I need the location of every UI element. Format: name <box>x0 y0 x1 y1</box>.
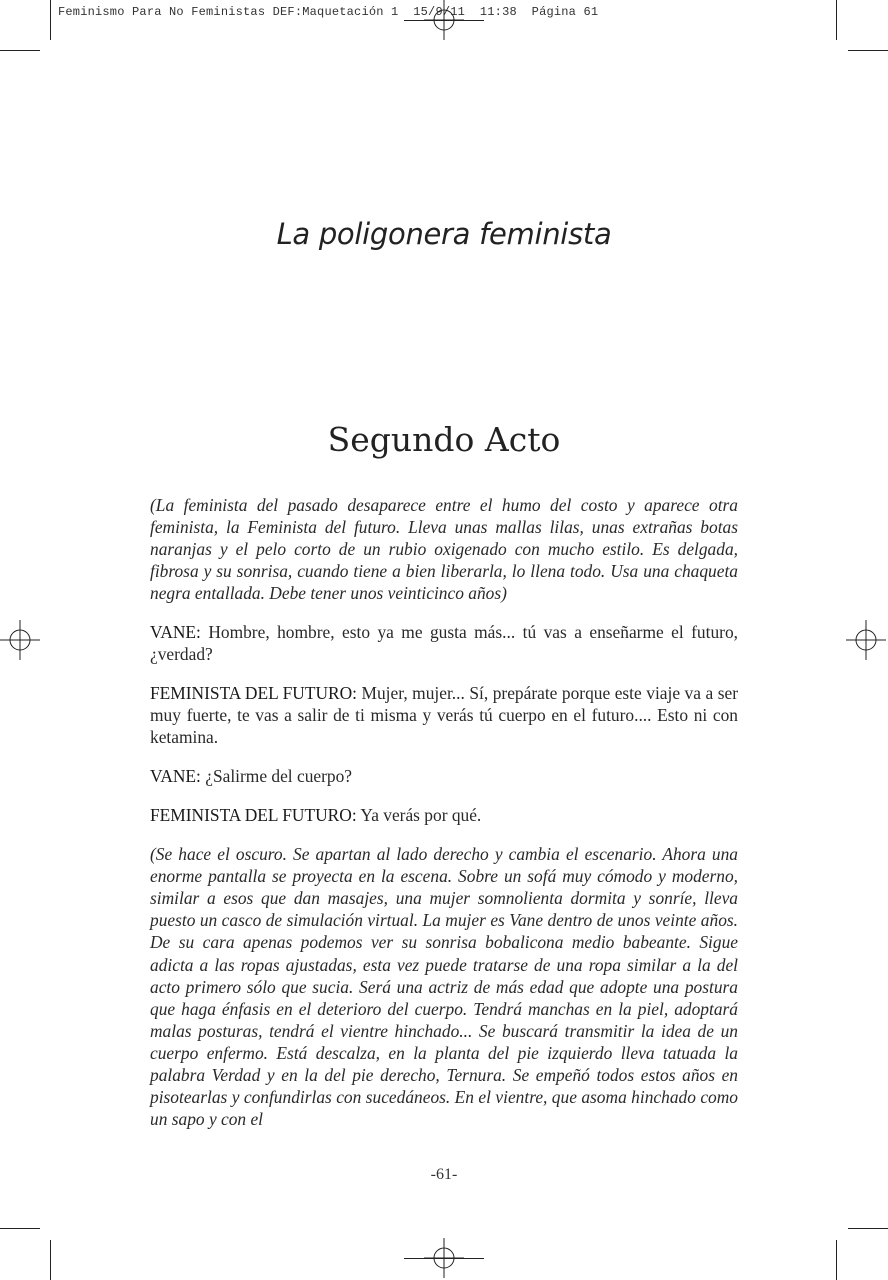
speaker-name: VANE: <box>150 622 201 643</box>
dialogue-line <box>150 804 738 826</box>
act-title: Segundo Acto <box>327 420 561 459</box>
crop-mark-top-right-vertical <box>836 0 837 40</box>
registration-bar-bottom <box>404 1258 484 1259</box>
page-number: -61- <box>430 1166 458 1183</box>
registration-mark-left-icon <box>0 620 40 660</box>
crop-mark-top-right-horizontal <box>848 50 888 51</box>
dialogue-line <box>150 765 738 787</box>
crop-mark-bottom-right-vertical <box>836 1240 837 1280</box>
speaker-name: FEMINISTA DEL FUTURO: <box>150 683 357 704</box>
registration-mark-right-icon <box>846 620 886 660</box>
dialogue-line <box>150 682 738 748</box>
speaker-name: VANE: <box>150 766 201 787</box>
dialogue-text: ¿Salirme del cuerpo? <box>200 766 353 787</box>
dialogue-line <box>150 621 738 665</box>
crop-mark-top-left-horizontal <box>0 50 40 51</box>
speaker-name: FEMINISTA DEL FUTURO: <box>150 805 357 826</box>
crop-mark-top-left-vertical <box>50 0 51 40</box>
stage-direction-scene: (Se hace el oscuro. Se apartan al lado derecho y cambia el escenario. Ahora una enorme pantalla se proyecta en la escena. Sobre un sofá muy cómodo y moderno, similar a esos que dan masajes, una mujer somnolienta dormita y sonríe, lleva puesto un casco de simulación virtual. La mujer es Vane dentro de unos veinte años. De su cara apenas podemos ver su sonrisa bobalicona medio babeante. Sigue adicta a las ropas ajustadas, esta vez puede tratarse de una ropa similar a la del acto primero sólo que sucia. Será una actriz de más edad que adopte una postura que haga énfasis en el deterioro del cuerpo. Tendrá manchas en la piel, adoptará malas posturas, tendrá el vientre hinchado... Se buscará transmitir la idea de un cuerpo enfermo. Está descalza, en la planta del pie izquierdo lleva tatuada la palabra Verdad y en la del pie derecho, Ternura. Se empeñó todos estos años en pisotearlas y confundirlas con sucedáneos. En el vientre, que asoma hinchado como un sapo y con el <box>150 844 738 1130</box>
crop-mark-bottom-right-horizontal <box>848 1228 888 1229</box>
dialogue-text: Mujer, mujer... Sí, prepárate porque este viaje va a ser muy fuerte, te vas a salir de ti misma y verás tú cuerpo en el futuro.... Esto ni con ketamina. <box>150 683 738 748</box>
printer-slug-line: Feminismo Para No Feministas DEF:Maquetación 1 15/9/11 11:38 Página 61 <box>58 5 599 19</box>
crop-mark-bottom-left-vertical <box>50 1240 51 1280</box>
body-text <box>150 494 738 1147</box>
dialogue-text: Ya verás por qué. <box>356 805 482 826</box>
crop-mark-bottom-left-horizontal <box>0 1228 40 1229</box>
registration-bar-top <box>404 20 484 21</box>
dialogue-text: Hombre, hombre, esto ya me gusta más... tú vas a enseñarme el futuro, ¿verdad? <box>150 622 738 665</box>
stage-direction-intro: (La feminista del pasado desaparece entre el humo del costo y aparece otra feminista, la Feminista del futuro. Lleva unas mallas lilas, unas extrañas botas naranjas y el pelo corto de un rubio oxigenado con mucho estilo. Es delgada, fibrosa y su sonrisa, cuando tiene a bien liberarla, lo llena todo. Usa una chaqueta negra entallada. Debe tener unos veinticinco años) <box>150 495 738 604</box>
book-title: La poligonera feminista <box>276 217 612 251</box>
